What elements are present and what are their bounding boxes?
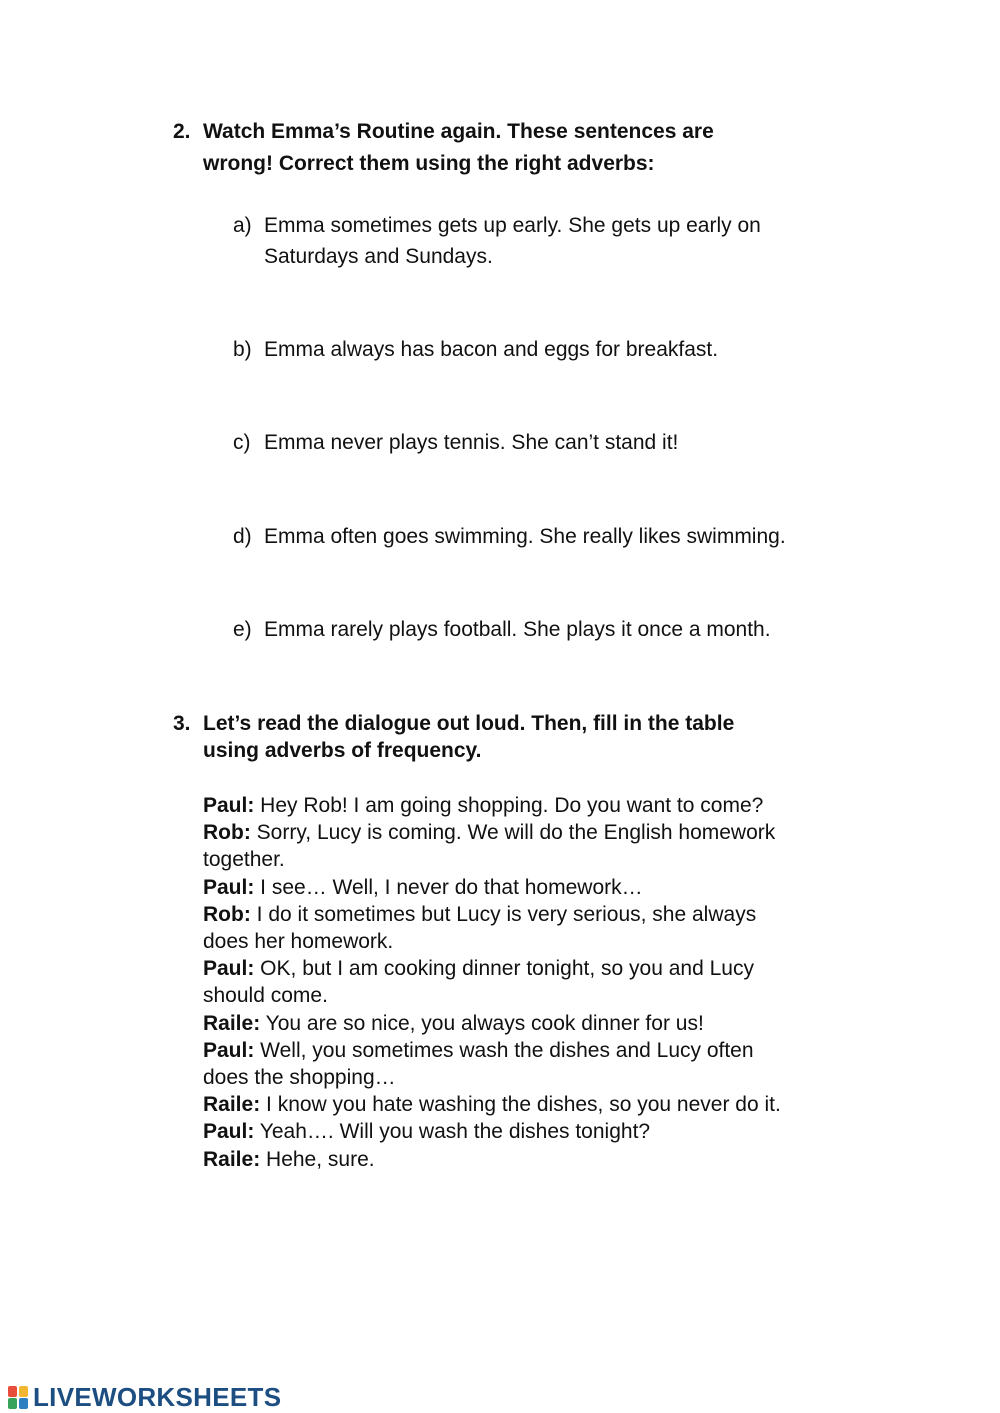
logo-tile bbox=[8, 1398, 17, 1409]
speaker-name: Raile: bbox=[203, 1011, 261, 1035]
dialogue-text: OK, but I am cooking dinner tonight, so you and Lucy bbox=[254, 957, 754, 981]
speaker-name: Paul: bbox=[203, 875, 255, 899]
dialogue-text: does the shopping… bbox=[203, 1066, 396, 1090]
speaker-name: Raile: bbox=[203, 1147, 261, 1171]
speaker-name: Raile: bbox=[203, 1093, 261, 1117]
dialogue-line bbox=[203, 874, 863, 901]
dialogue-line bbox=[203, 792, 863, 819]
dialogue-line bbox=[203, 928, 863, 955]
dialogue-line bbox=[203, 982, 863, 1009]
brand-text: LIVEWORKSHEETS bbox=[33, 1381, 282, 1412]
question-3-heading bbox=[173, 710, 873, 764]
logo-tile bbox=[19, 1398, 28, 1409]
item-text: Emma rarely plays football. She plays it once a month. bbox=[264, 618, 771, 641]
item-text: Emma always has bacon and eggs for breakfast. bbox=[264, 338, 719, 361]
dialogue-line bbox=[203, 1064, 863, 1091]
item-text-line-1: Emma sometimes gets up early. She gets up early on bbox=[264, 214, 761, 237]
dialogue bbox=[203, 792, 863, 1173]
speaker-name: Rob: bbox=[203, 821, 251, 845]
question-2-line-2: wrong! Correct them using the right adverbs: bbox=[203, 152, 655, 175]
item-text: Emma never plays tennis. She can’t stand it! bbox=[264, 431, 679, 454]
dialogue-text: Yeah…. Will you wash the dishes tonight? bbox=[254, 1120, 651, 1144]
logo-tile bbox=[19, 1386, 28, 1397]
item-letter: a) bbox=[233, 214, 252, 237]
list-item-e bbox=[233, 614, 873, 645]
question-number: 3. bbox=[173, 712, 191, 735]
item-letter: d) bbox=[233, 525, 252, 548]
dialogue-line bbox=[203, 1091, 863, 1118]
dialogue-line bbox=[203, 901, 863, 928]
dialogue-text: Hehe, sure. bbox=[260, 1147, 375, 1171]
dialogue-text: I know you hate washing the dishes, so you never do it. bbox=[260, 1093, 781, 1117]
item-text: Emma often goes swimming. She really likes swimming. bbox=[264, 525, 786, 548]
dialogue-line bbox=[203, 955, 863, 982]
dialogue-line bbox=[203, 819, 863, 846]
liveworksheets-logo[interactable] bbox=[8, 1381, 281, 1413]
dialogue-text: You are so nice, you always cook dinner for us! bbox=[260, 1011, 704, 1035]
liveworksheets-logo-icon bbox=[8, 1384, 30, 1410]
dialogue-text: should come. bbox=[203, 984, 328, 1008]
item-letter: e) bbox=[233, 618, 252, 641]
dialogue-line bbox=[203, 846, 863, 873]
speaker-name: Paul: bbox=[203, 1038, 255, 1062]
logo-tile bbox=[8, 1386, 17, 1397]
speaker-name: Paul: bbox=[203, 794, 255, 817]
question-2-heading bbox=[173, 116, 873, 180]
dialogue-text: Hey Rob! I am going shopping. Do you want to come? bbox=[254, 794, 764, 817]
dialogue-text: Well, you sometimes wash the dishes and Lucy often bbox=[254, 1038, 754, 1062]
dialogue-line bbox=[203, 1010, 863, 1037]
item-text-line-2: Saturdays and Sundays. bbox=[264, 245, 493, 268]
dialogue-line bbox=[203, 1118, 863, 1145]
speaker-name: Paul: bbox=[203, 1120, 255, 1144]
speaker-name: Rob: bbox=[203, 902, 251, 926]
dialogue-text: Sorry, Lucy is coming. We will do the English homework bbox=[250, 821, 776, 845]
question-3-line-1: Let’s read the dialogue out loud. Then, fill in the table bbox=[203, 712, 735, 735]
dialogue-line bbox=[203, 1037, 863, 1064]
dialogue-text: I see… Well, I never do that homework… bbox=[254, 875, 643, 899]
dialogue-text: I do it sometimes but Lucy is very serious, she always bbox=[250, 902, 757, 926]
dialogue-text: together. bbox=[203, 848, 285, 872]
list-item-d bbox=[233, 521, 873, 552]
question-2-line-1: Watch Emma’s Routine again. These sentences are bbox=[203, 120, 714, 143]
list-item-c bbox=[233, 427, 873, 458]
speaker-name: Paul: bbox=[203, 957, 255, 981]
dialogue-text: does her homework. bbox=[203, 930, 394, 954]
question-number: 2. bbox=[173, 120, 191, 143]
question-3-line-2: using adverbs of frequency. bbox=[203, 739, 482, 762]
list-item-a bbox=[233, 210, 873, 272]
dialogue-line bbox=[203, 1146, 863, 1173]
list-item-b bbox=[233, 334, 873, 365]
item-letter: b) bbox=[233, 338, 252, 361]
item-letter: c) bbox=[233, 431, 251, 454]
